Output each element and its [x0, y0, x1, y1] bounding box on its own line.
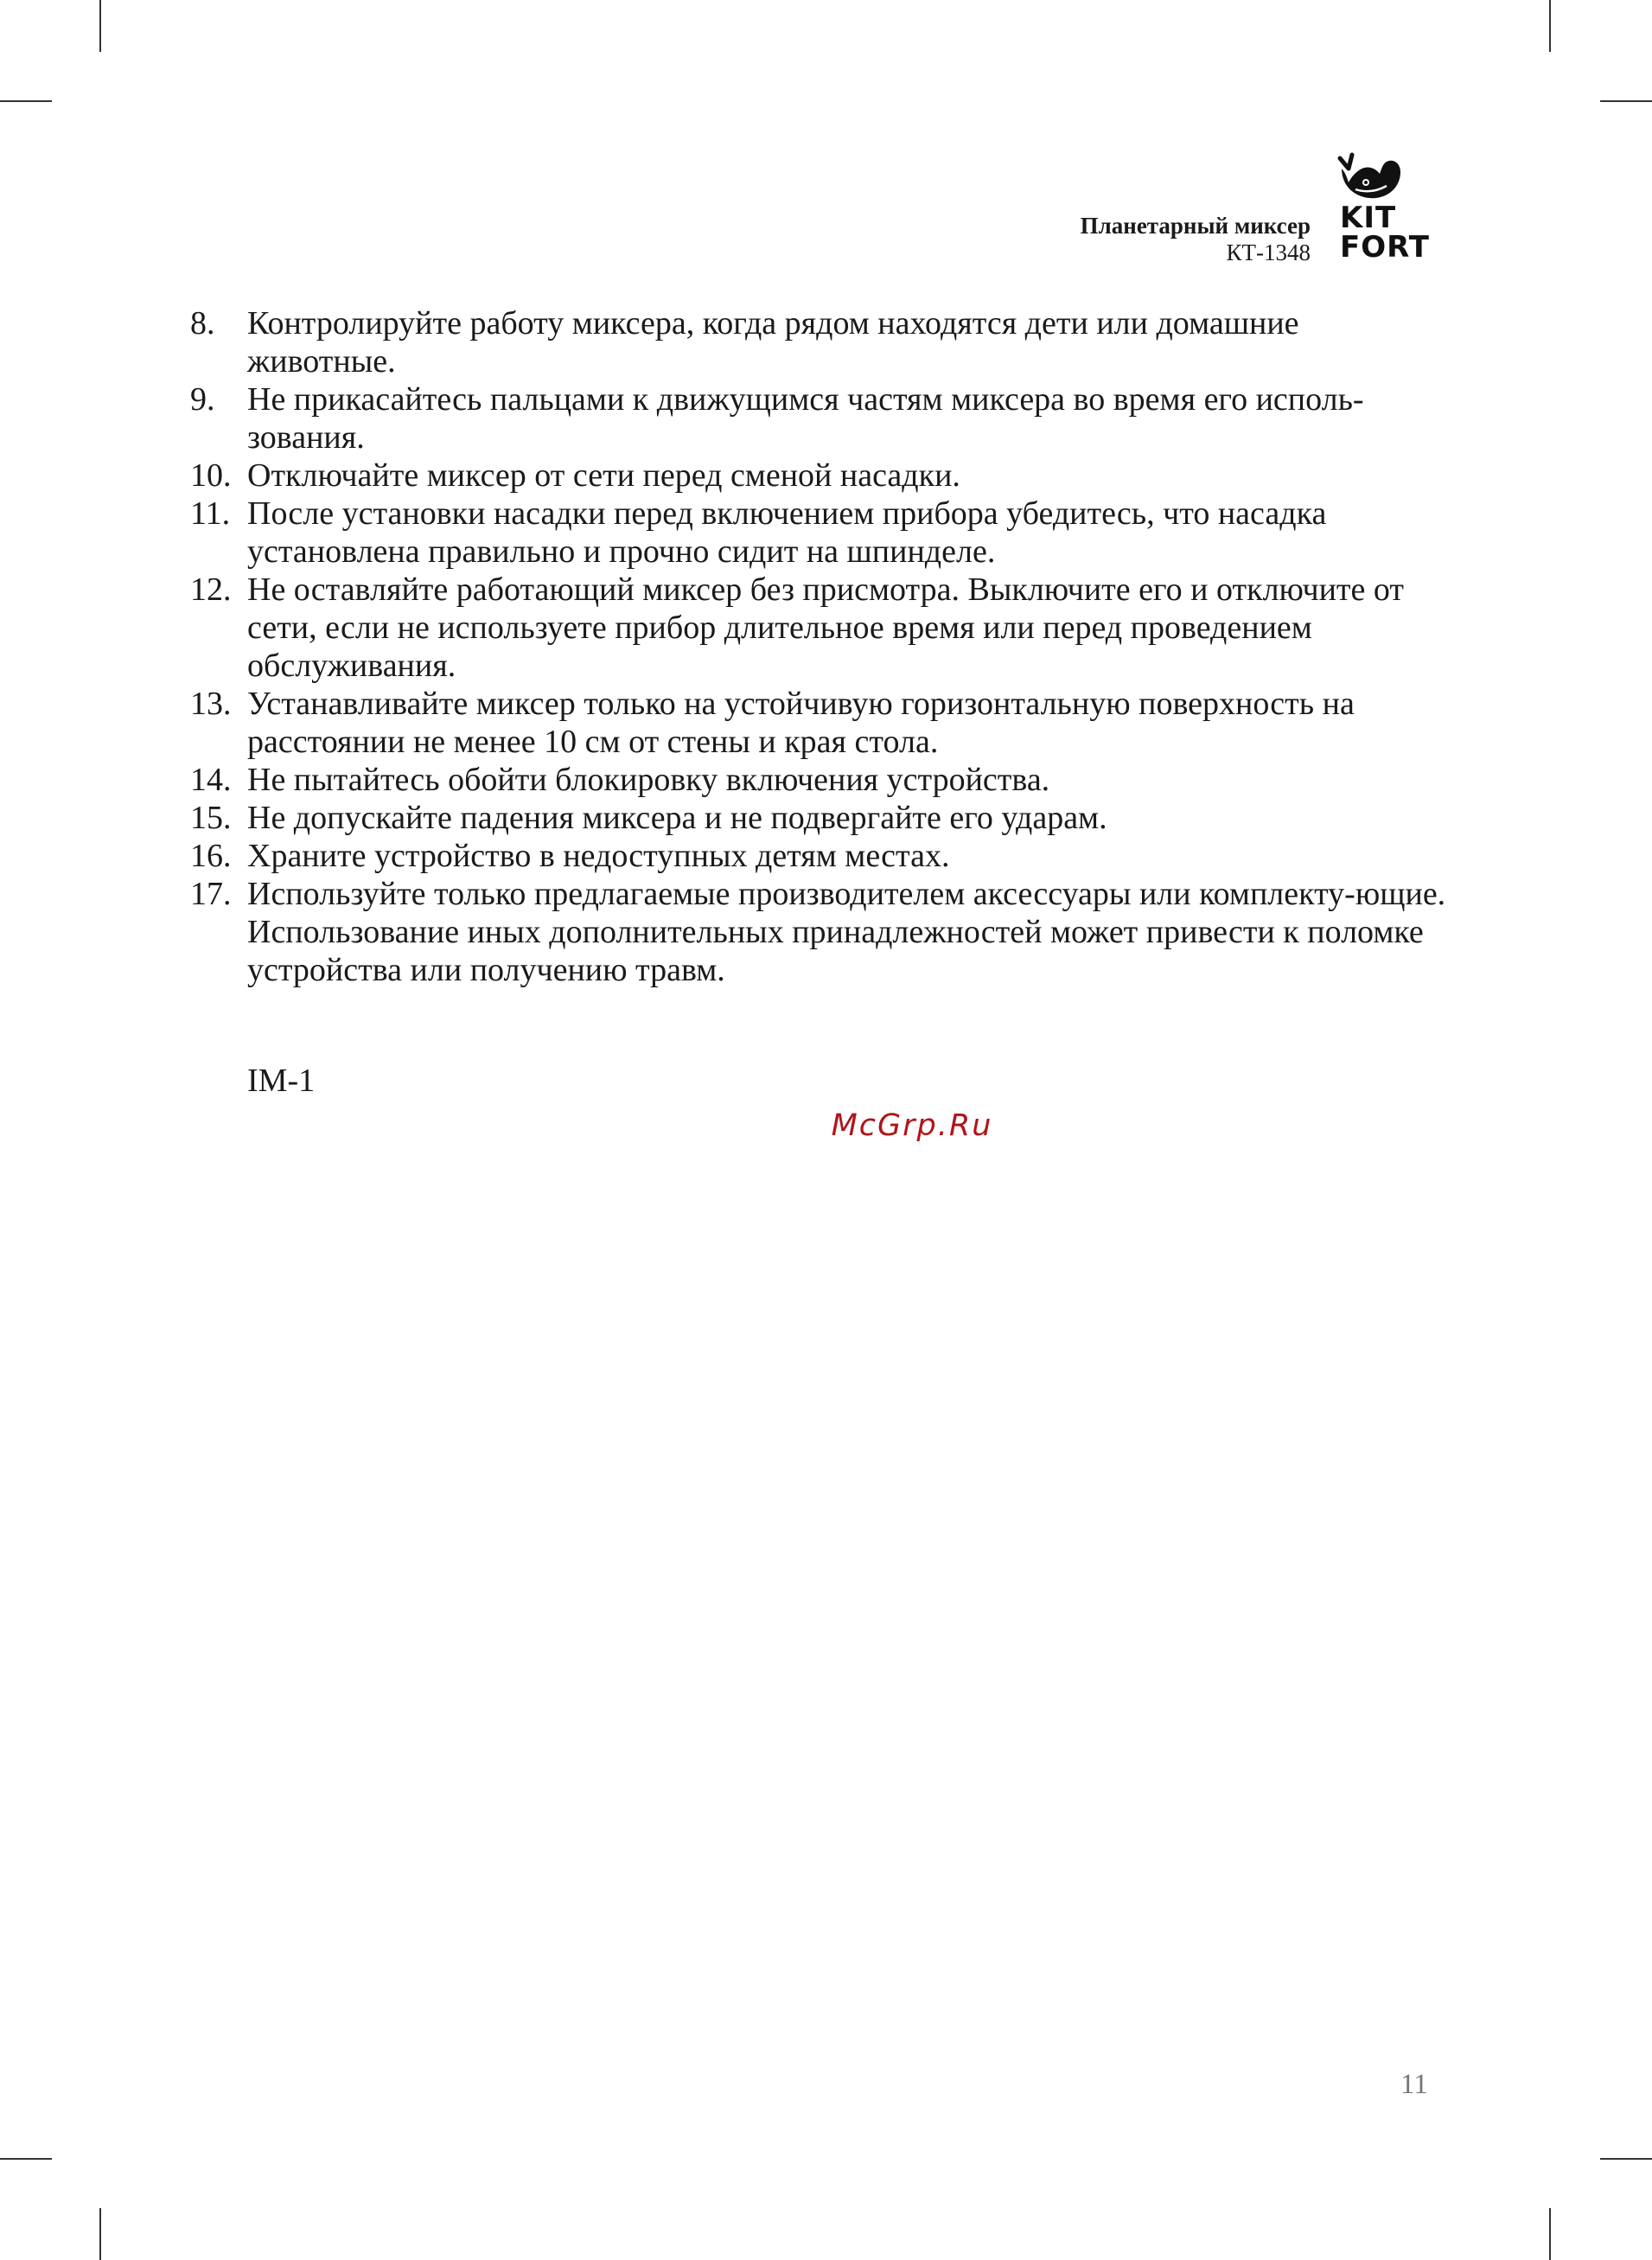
page-header [1081, 151, 1432, 265]
list-item-text: Устанавливайте миксер только на устойчивую горизонтальную поверхность на расстоянии не менее 10 см от стены и края стола. [247, 686, 1355, 760]
list-item-text: После установки насадки перед включением прибора убедитесь, что насадка установлена правильно и прочно сидит на шпинделе. [247, 495, 1327, 570]
crop-mark-bottom-left-vertical [99, 2208, 101, 2260]
list-item-text: Не оставляйте работающий миксер без присмотра. Выключите его и отключите от сети, если не используете прибор длительное время или перед проведением обслуживания. [247, 571, 1404, 684]
list-item [190, 875, 1452, 989]
list-item [190, 456, 1452, 495]
brand-logo [1336, 151, 1432, 265]
crop-mark-bottom-left-horizontal [0, 2158, 52, 2160]
product-model: КТ-1348 [1226, 239, 1311, 265]
page-number: 11 [1400, 2069, 1428, 2100]
crop-mark-top-right-horizontal [1600, 100, 1652, 102]
safety-instructions-list [190, 304, 1452, 989]
list-item [190, 380, 1452, 456]
list-item [190, 304, 1452, 380]
list-item-number: 14. [190, 762, 232, 798]
list-item-text: Не пытайтесь обойти блокировку включения устройства. [247, 762, 1050, 798]
list-item-text: Используйте только предлагаемые производителем аксессуары или комплекту-ющие. Использование иных дополнительных принадлежностей может привести к поломке устройства или получению травм. [247, 876, 1446, 988]
list-item-number: 10. [190, 457, 232, 494]
document-code: IM-1 [247, 1063, 316, 1099]
crop-mark-top-right-vertical [1549, 0, 1551, 52]
logo-text-line-2: FORT [1340, 230, 1430, 265]
list-item-number: 8. [190, 305, 215, 342]
list-item [190, 571, 1452, 685]
list-item [190, 761, 1452, 799]
list-item-text: Отключайте миксер от сети перед сменой насадки. [247, 457, 960, 494]
crop-mark-top-left-vertical [99, 0, 101, 52]
list-item-text: Контролируйте работу миксера, когда рядом находятся дети или домашние животные. [247, 305, 1299, 380]
whale-plug-icon [1336, 151, 1406, 203]
list-item-number: 13. [190, 686, 232, 722]
crop-mark-bottom-right-vertical [1549, 2208, 1551, 2260]
logo-text-line-1: KIT [1340, 201, 1397, 235]
watermark-link[interactable]: McGrp.Ru [831, 1108, 993, 1143]
list-item-number: 15. [190, 800, 232, 836]
list-item [190, 799, 1452, 837]
list-item-number: 11. [190, 495, 231, 532]
list-item-text: Храните устройство в недоступных детям местах. [247, 838, 950, 874]
crop-mark-top-left-horizontal [0, 100, 52, 102]
crop-mark-bottom-right-horizontal [1600, 2158, 1652, 2160]
header-text [1081, 212, 1311, 265]
list-item-number: 17. [190, 876, 232, 912]
list-item-number: 9. [190, 381, 215, 418]
list-item-number: 12. [190, 571, 232, 608]
product-title: Планетарный миксер [1080, 213, 1311, 239]
list-item [190, 685, 1452, 761]
list-item [190, 495, 1452, 571]
list-item [190, 837, 1452, 875]
list-item-text: Не прикасайтесь пальцами к движущимся частям миксера во время его исполь-зования. [247, 381, 1364, 456]
list-item-text: Не допускайте падения миксера и не подвергайте его ударам. [247, 800, 1107, 836]
list-item-number: 16. [190, 838, 232, 874]
